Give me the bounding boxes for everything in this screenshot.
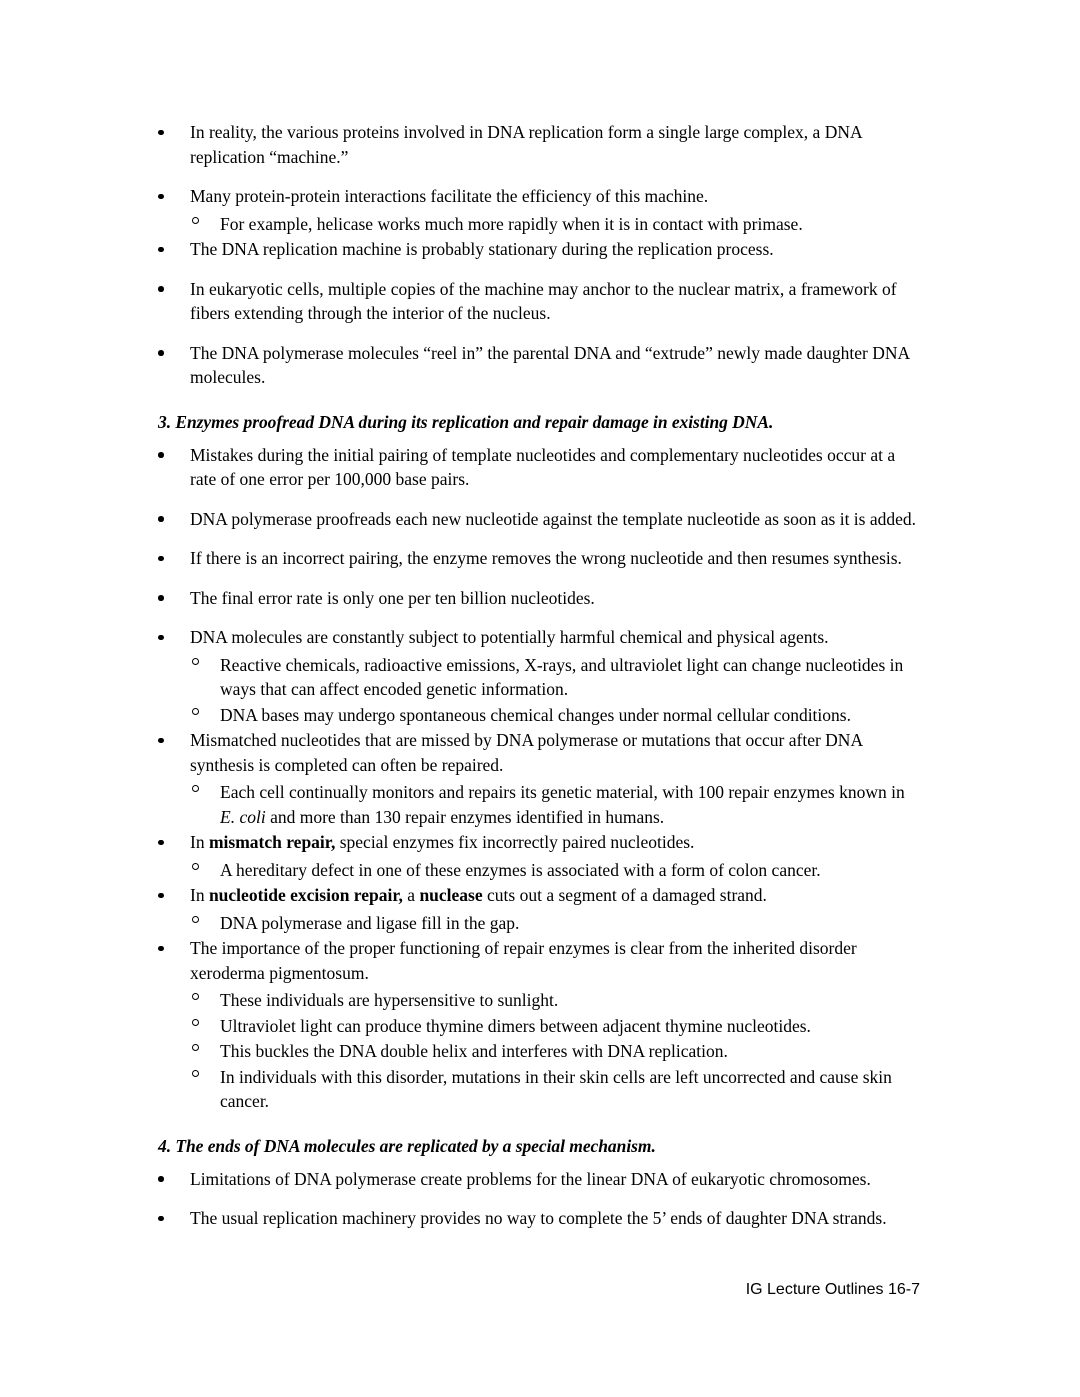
bullet-item	[158, 936, 918, 985]
outline-content	[158, 120, 918, 1246]
bullet-item	[158, 586, 918, 611]
disc-bullet-icon	[158, 443, 176, 468]
section-heading: 4. The ends of DNA molecules are replicated by a special mechanism.	[158, 1135, 656, 1156]
sub-bullet-item	[158, 911, 918, 936]
sub-bullet-text: DNA polymerase and ligase fill in the gap.	[220, 912, 520, 933]
bullet-item	[158, 237, 918, 262]
bullet-text: DNA molecules are constantly subject to potentially harmful chemical and physical agents.	[190, 627, 829, 647]
bullet-text: Many protein-protein interactions facilitate the efficiency of this machine.	[190, 186, 709, 206]
disc-bullet-icon	[158, 277, 176, 302]
bullet-item	[158, 120, 918, 169]
hollow-circle-bullet-icon	[192, 1014, 199, 1039]
disc-bullet-icon	[158, 184, 176, 209]
sub-bullet-item	[158, 1014, 918, 1039]
sub-bullet-text: For example, helicase works much more rapidly when it is in contact with primase.	[220, 213, 803, 234]
sub-bullet-text: DNA bases may undergo spontaneous chemical changes under normal cellular conditions.	[220, 704, 851, 725]
disc-bullet-icon	[158, 237, 176, 262]
hollow-circle-bullet-icon	[192, 858, 199, 883]
disc-bullet-icon	[158, 1167, 176, 1192]
bullet-text: The DNA polymerase molecules “reel in” the parental DNA and “extrude” newly made daughter DNA molecules.	[190, 342, 910, 387]
sub-bullet-text: Ultraviolet light can produce thymine dimers between adjacent thymine nucleotides.	[220, 1015, 811, 1036]
hollow-circle-bullet-icon	[192, 988, 199, 1013]
sub-bullet-item	[158, 1065, 918, 1114]
disc-bullet-icon	[158, 1206, 176, 1231]
bullet-item	[158, 1206, 918, 1231]
bullet-item	[158, 830, 918, 855]
disc-bullet-icon	[158, 728, 176, 753]
sub-bullet-item	[158, 988, 918, 1013]
hollow-circle-bullet-icon	[192, 703, 199, 728]
disc-bullet-icon	[158, 586, 176, 611]
disc-bullet-icon	[158, 936, 176, 961]
bullet-text: DNA polymerase proofreads each new nucleotide against the template nucleotide as soon as it is added.	[190, 508, 917, 529]
sub-bullet-text: A hereditary defect in one of these enzymes is associated with a form of colon cancer.	[220, 859, 821, 880]
sub-bullet-text: These individuals are hypersensitive to sunlight.	[220, 990, 559, 1010]
bullet-text: Mismatched nucleotides that are missed by DNA polymerase or mutations that occur after DNA synthesis is completed can often be repaired.	[190, 730, 863, 775]
sub-bullet-text: Each cell continually monitors and repairs its genetic material, with 100 repair enzymes known in E. coli and more than 130 repair enzymes identified in humans.	[220, 782, 905, 827]
disc-bullet-icon	[158, 546, 176, 571]
disc-bullet-icon	[158, 507, 176, 532]
bullet-item	[158, 277, 918, 326]
disc-bullet-icon	[158, 883, 176, 908]
sub-bullet-item	[158, 780, 918, 829]
disc-bullet-icon	[158, 120, 176, 145]
hollow-circle-bullet-icon	[192, 911, 199, 936]
bullet-text: Limitations of DNA polymerase create problems for the linear DNA of eukaryotic chromosomes.	[190, 1168, 871, 1189]
bullet-text: In mismatch repair, special enzymes fix incorrectly paired nucleotides.	[190, 832, 695, 852]
hollow-circle-bullet-icon	[192, 1065, 199, 1090]
bullet-item	[158, 1167, 918, 1192]
bullet-text: In nucleotide excision repair, a nuclease cuts out a segment of a damaged strand.	[190, 885, 767, 905]
bullet-item	[158, 184, 918, 209]
disc-bullet-icon	[158, 341, 176, 366]
hollow-circle-bullet-icon	[192, 212, 199, 237]
bullet-text: In reality, the various proteins involved in DNA replication form a single large complex, a DNA replication “machine.”	[190, 122, 862, 167]
bullet-item	[158, 341, 918, 390]
page-footer: IG Lecture Outlines 16-7	[745, 1281, 920, 1298]
bullet-item	[158, 728, 918, 777]
sub-bullet-item	[158, 212, 918, 237]
bullet-text: The importance of the proper functioning of repair enzymes is clear from the inherited disorder xeroderma pigmentosum.	[190, 938, 857, 983]
bullet-text: In eukaryotic cells, multiple copies of the machine may anchor to the nuclear matrix, a framework of fibers extending through the interior of the nucleus.	[190, 278, 897, 323]
bullet-item	[158, 883, 918, 908]
hollow-circle-bullet-icon	[192, 1039, 199, 1064]
bullet-item	[158, 546, 918, 571]
sub-bullet-text: This buckles the DNA double helix and interferes with DNA replication.	[220, 1041, 728, 1061]
hollow-circle-bullet-icon	[192, 653, 199, 678]
disc-bullet-icon	[158, 830, 176, 855]
sub-bullet-text: Reactive chemicals, radioactive emissions, X-rays, and ultraviolet light can change nucleotides in ways that can affect encoded genetic information.	[220, 654, 904, 699]
section-heading: 3. Enzymes proofread DNA during its replication and repair damage in existing DNA.	[158, 411, 774, 432]
bullet-item	[158, 625, 918, 650]
sub-bullet-text: In individuals with this disorder, mutations in their skin cells are left uncorrected and cause skin cancer.	[220, 1066, 892, 1111]
sub-bullet-item	[158, 703, 918, 728]
bullet-item	[158, 443, 918, 492]
sub-bullet-item	[158, 653, 918, 702]
bullet-text: The final error rate is only one per ten billion nucleotides.	[190, 587, 595, 608]
disc-bullet-icon	[158, 625, 176, 650]
bullet-text: The usual replication machinery provides no way to complete the 5’ ends of daughter DNA strands.	[190, 1208, 887, 1228]
sub-bullet-item	[158, 858, 918, 883]
bullet-text: The DNA replication machine is probably stationary during the replication process.	[190, 239, 774, 259]
bullet-text: Mistakes during the initial pairing of template nucleotides and complementary nucleotides occur at a rate of one error per 100,000 base pairs.	[190, 444, 896, 489]
sub-bullet-item	[158, 1039, 918, 1064]
hollow-circle-bullet-icon	[192, 780, 199, 805]
bullet-text: If there is an incorrect pairing, the enzyme removes the wrong nucleotide and then resumes synthesis.	[190, 548, 902, 568]
bullet-item	[158, 507, 918, 532]
